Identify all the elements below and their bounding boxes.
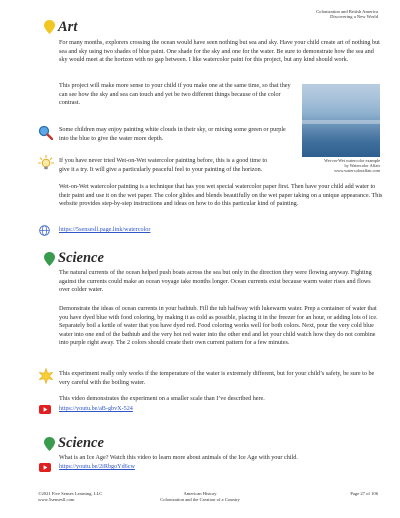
globe-icon [39, 225, 50, 236]
green-pin-icon [44, 252, 55, 266]
caption-line-3: www.watercoloraffair.com [334, 168, 380, 174]
art-paragraph-4-start: If you have never tried Wet-on-Wet watercolor painting before, this is a good time to give it a try. It will give a particularly peaceful feel to your painting of the horizon. [59, 158, 268, 173]
caption-line-1: Wet-on-Wet watercolor example [324, 158, 380, 163]
science2-paragraph-1: What is an Ice Age? Watch this video to learn more about animals of the Ice Age with your child. [59, 455, 298, 461]
footer-copyright: ©2021 Five Senses Learning, LLC [38, 491, 103, 496]
header-line-2: Discovering a New World [330, 14, 378, 20]
science-paragraph-4: This video demonstrates the experiment on a smaller scale than I’ve described here. [59, 396, 265, 402]
art-paragraph-1: For many months, explorers crossing the ocean would have seen nothing but sea and sky. Have your child create art of nothing but sea and sky using two shades of blue paint. One shade for the sky and one for the water. Be sure to demonstrate how the sea and sky would meet at the horizon with no gap between. I like watercolor paint for this project, but any kind should work. [59, 40, 380, 63]
star-burst-icon [38, 368, 54, 384]
footer-page-number: Page 27 of 106 [350, 491, 378, 496]
lightbulb-icon [38, 155, 54, 171]
art-paragraph-2: This project will make more sense to your child if you make one at the same time, so that they can see how the sky and sea can touch and yet be two different things because of the color contrast. [59, 83, 291, 106]
art-paragraph-4-rest: Wet-on-Wet watercolor painting is a technique that has you wet special watercolor paper first. Then have your child add water to their paint and use it on the wet paper. The color glides and blends beautifully on the wet paper taking on a unique appearance. This website provides step-by-step instructions and ideas on how to do this particular kind of painting. [59, 184, 383, 207]
footer-left [38, 491, 102, 502]
science-paragraph-3: This experiment really only works if the temperature of the water is extremely different, but for your child’s safety, be sure to be very careful with the boiling water. [59, 371, 375, 386]
ocean-currents-video-link[interactable]: https://youtu.be/aB-gbvX-524 [59, 406, 133, 412]
header-line-1: Colonization and British America [316, 9, 378, 14]
magnifier-icon [38, 125, 53, 140]
youtube-play-icon [39, 463, 51, 472]
footer-course: American History [183, 491, 217, 496]
youtube-play-icon [39, 405, 51, 414]
art-paragraph-3: Some children may enjoy painting white clouds in their sky, or mixing some green or purple into the blue to give the water more depth. [59, 127, 286, 142]
science-heading-2: Science [58, 435, 104, 451]
yellow-pin-icon [44, 20, 55, 34]
footer-center [130, 491, 270, 502]
science-heading-1: Science [58, 250, 104, 266]
science-paragraph-2: Demonstrate the ideas of ocean currents in your bathtub. Fill the tub halfway with lukewarm water. Prep a container of water that you have dyed blue with food coloring, by making it as cold as possible, placing it in the freezer for an hour, or adding lots of ice. Separately boil a kettle of water that you have dyed red. Food coloring works well for both colors. Next, pour the very cold blue water into one end of the bathtub and the very hot red water into the other end and let your child watch how they do not combine into purple right away. The 2 colors should create their own current pattern for a few minutes. [59, 306, 378, 346]
science-paragraph-1: The natural currents of the ocean helped push boats across the sea but only in the direction they were flowing anyway. Fighting against the currents could make an ocean voyage take months longer. Ocean currents exist because warm water rises and flows over colder water. [59, 270, 372, 293]
page-header [316, 9, 378, 20]
footer-website: www.5sensesll.com [38, 496, 75, 502]
watercolor-link[interactable]: https://5sensesll.page.link/watercolor [59, 227, 151, 233]
ice-age-video-link[interactable]: https://youtu.be/2iRbgoYd6cw [59, 464, 135, 470]
image-caption [287, 158, 380, 173]
caption-line-2: by Watercolor Affair [344, 163, 380, 169]
art-heading: Art [58, 19, 78, 35]
watercolor-example-image [302, 84, 380, 157]
footer-unit: Colonization and the Creation of a Country [160, 496, 240, 502]
green-pin-icon [44, 437, 55, 451]
